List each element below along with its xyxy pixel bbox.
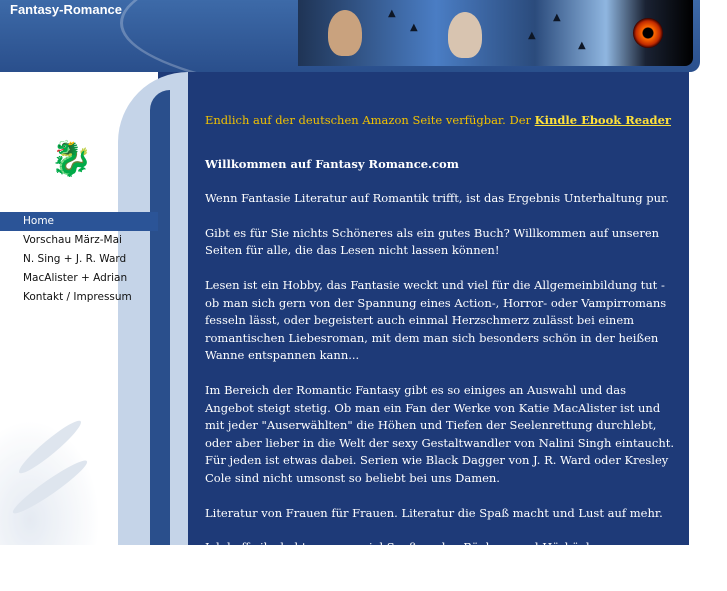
- body-paragraph: Im Bereich der Romantic Fantasy gibt es so einiges an Auswahl und das Angebot steigt stetig. Ob man ein Fan der Werke von Katie MacAlister ist und mit jeder "Auserwählten" die Höhen und Tiefen der Seelenrettung durchlebt, oder aber lieber in die Welt der sexy Gestaltwandler von Nalini Singh eintaucht. Für jeden ist etwas dabei. Serien wie Black Dagger von J. R. Ward oder Kresley Cole sind nicht umsonst so beliebt bei uns Damen.: [205, 382, 675, 485]
- feather-decoration: [0, 420, 100, 545]
- nav-item-macalister-adrian[interactable]: MacAlister + Adrian: [23, 272, 128, 284]
- header-banner-image: [298, 0, 693, 66]
- nav-item-home[interactable]: Home: [0, 212, 158, 231]
- nav-item-kontakt[interactable]: Kontakt / Impressum: [23, 291, 132, 303]
- kindle-reader-link[interactable]: Kindle Ebook Reader: [534, 113, 671, 127]
- banner-figure-woman: [448, 12, 482, 58]
- sidebar-curve-inner: [150, 90, 170, 545]
- dragon-icon: 🐉: [50, 139, 93, 179]
- body-paragraph: Gibt es für Sie nichts Schöneres als ein gutes Buch? Willkommen auf unseren Seiten für alle, die das Lesen nicht lassen können!: [205, 225, 660, 258]
- body-paragraph: Ich hoffe ihr habt genauso viel Spaß an den Büchern und Hörbüchern zum Thema Fantasy-Romance wie ich.: [205, 540, 642, 572]
- site-header: [0, 0, 700, 72]
- glowing-eye-icon: [633, 18, 663, 48]
- announcement: [205, 112, 675, 130]
- bat-icon: ▲: [528, 30, 536, 41]
- announcement-text: Endlich auf der deutschen Amazon Seite verfügbar. Der: [205, 113, 535, 127]
- banner-figure-man: [328, 10, 362, 56]
- intro-paragraph: Wenn Fantasie Literatur auf Romantik trifft, ist das Ergebnis Unterhaltung pur.: [205, 191, 669, 206]
- nav-item-vorschau[interactable]: Vorschau März-Mai: [23, 234, 122, 246]
- welcome-heading: Willkommen auf Fantasy Romance.com: [205, 156, 459, 171]
- body-paragraph: Lesen ist ein Hobby, das Fantasie weckt und viel für die Allgemeinbildung tut - ob man sich gern von der Spannung eines Action-, Horror- oder Vampirromans fesseln lässt, oder begeistert auch einmal Herzschmerz zulässt bei einem romantischen Liebesroman, mit dem man sich besonders schön in der heißen Wanne entspannen kann...: [205, 277, 667, 363]
- bat-icon: ▲: [553, 12, 561, 23]
- bat-icon: ▲: [388, 8, 396, 19]
- main-content: [205, 112, 675, 591]
- nav-item-singh-ward[interactable]: N. Sing + J. R. Ward: [23, 253, 127, 265]
- bat-icon: ▲: [578, 40, 586, 51]
- body-paragraph: Literatur von Frauen für Frauen. Literatur die Spaß macht und Lust auf mehr.: [205, 505, 663, 520]
- main-navigation: [0, 212, 158, 307]
- bat-icon: ▲: [410, 22, 418, 33]
- site-title: Fantasy-Romance: [10, 2, 122, 17]
